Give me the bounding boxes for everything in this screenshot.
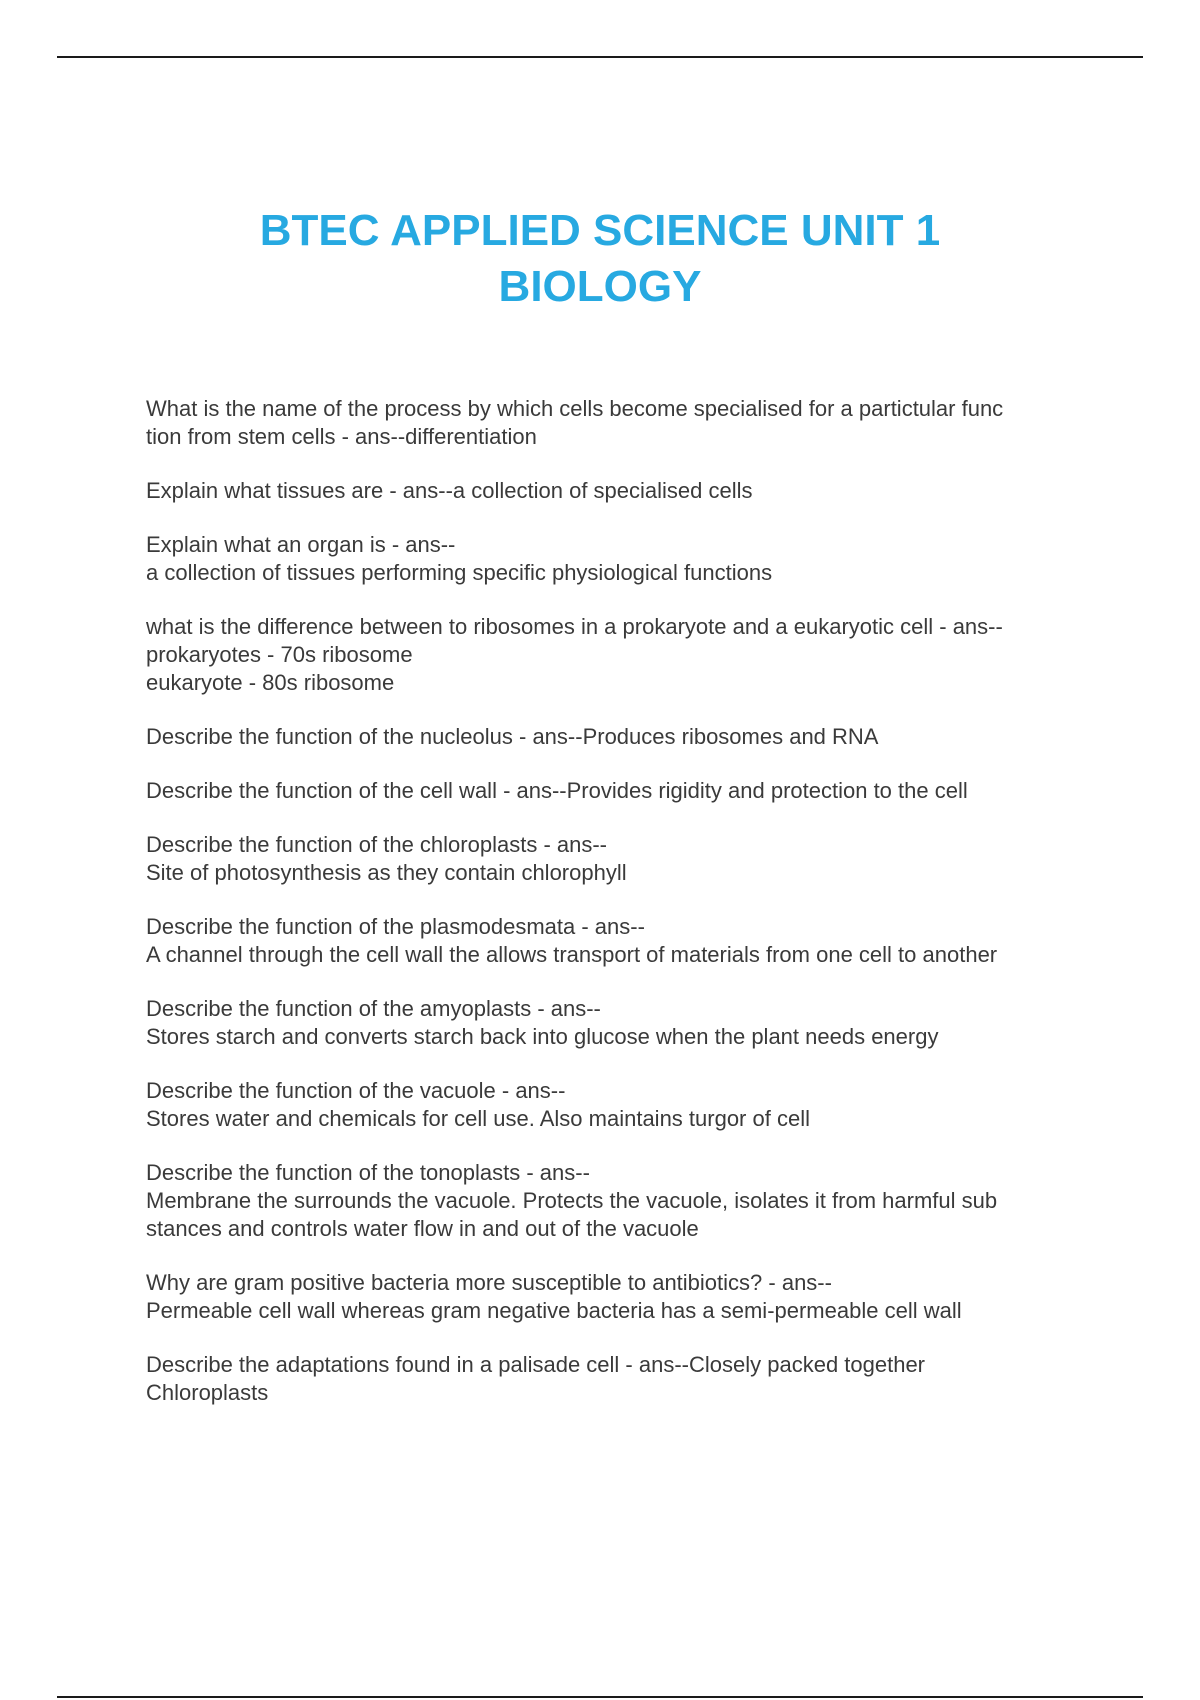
text-line: Describe the function of the cell wall - ans--Provides rigidity and protection to the cell xyxy=(146,778,968,803)
text-line: Chloroplasts xyxy=(146,1380,269,1405)
text-line: Stores starch and converts starch back into glucose when the plant needs energy xyxy=(146,1024,939,1049)
text-line: What is the name of the process by which cells become specialised for a partictular func xyxy=(146,396,1004,421)
text-line: Stores water and chemicals for cell use. Also maintains turgor of cell xyxy=(146,1106,810,1131)
bottom-rule xyxy=(57,1696,1143,1698)
text-line: A channel through the cell wall the allows transport of materials from one cell to another xyxy=(146,942,998,967)
text-line: Site of photosynthesis as they contain chlorophyll xyxy=(146,860,627,885)
text-line: Describe the function of the plasmodesmata - ans-- xyxy=(146,914,645,939)
text-line: what is the difference between to ribosomes in a prokaryote and a eukaryotic cell - ans-- xyxy=(146,614,1003,639)
question-answer-item xyxy=(146,1077,1106,1133)
text-line: prokaryotes - 70s ribosome xyxy=(146,642,413,667)
question-answer-item xyxy=(146,531,1106,587)
title-line: BIOLOGY xyxy=(498,262,702,312)
text-line: Explain what an organ is - ans-- xyxy=(146,532,456,557)
question-answer-item xyxy=(146,995,1106,1051)
question-answer-item xyxy=(146,1351,1106,1407)
text-line: stances and controls water flow in and out of the vacuole xyxy=(146,1216,699,1241)
text-line: Describe the function of the nucleolus - ans--Produces ribosomes and RNA xyxy=(146,724,879,749)
text-line: Membrane the surrounds the vacuole. Protects the vacuole, isolates it from harmful sub xyxy=(146,1188,998,1213)
text-line: Describe the function of the tonoplasts - ans-- xyxy=(146,1160,590,1185)
document-title xyxy=(0,203,1200,315)
text-line: Describe the function of the vacuole - ans-- xyxy=(146,1078,566,1103)
question-answer-item xyxy=(146,1269,1106,1325)
question-answer-item xyxy=(146,777,1106,805)
text-line: Explain what tissues are - ans--a collection of specialised cells xyxy=(146,478,753,503)
question-answer-item xyxy=(146,831,1106,887)
question-answer-item xyxy=(146,613,1106,697)
question-answer-item xyxy=(146,1159,1106,1243)
question-answer-item xyxy=(146,477,1106,505)
question-answer-item xyxy=(146,723,1106,751)
question-answer-item xyxy=(146,913,1106,969)
text-line: Why are gram positive bacteria more susceptible to antibiotics? - ans-- xyxy=(146,1270,832,1295)
text-line: a collection of tissues performing specific physiological functions xyxy=(146,560,773,585)
text-line: Describe the function of the amyoplasts - ans-- xyxy=(146,996,601,1021)
text-line: Describe the adaptations found in a palisade cell - ans--Closely packed together xyxy=(146,1352,926,1377)
text-line: eukaryote - 80s ribosome xyxy=(146,670,395,695)
text-line: Describe the function of the chloroplasts - ans-- xyxy=(146,832,608,857)
question-answer-item xyxy=(146,395,1106,451)
text-line: tion from stem cells - ans--differentiation xyxy=(146,424,537,449)
question-answer-list xyxy=(146,395,1106,1433)
top-rule xyxy=(57,56,1143,58)
text-line: Permeable cell wall whereas gram negative bacteria has a semi-permeable cell wall xyxy=(146,1298,962,1323)
title-line: BTEC APPLIED SCIENCE UNIT 1 xyxy=(259,206,941,256)
